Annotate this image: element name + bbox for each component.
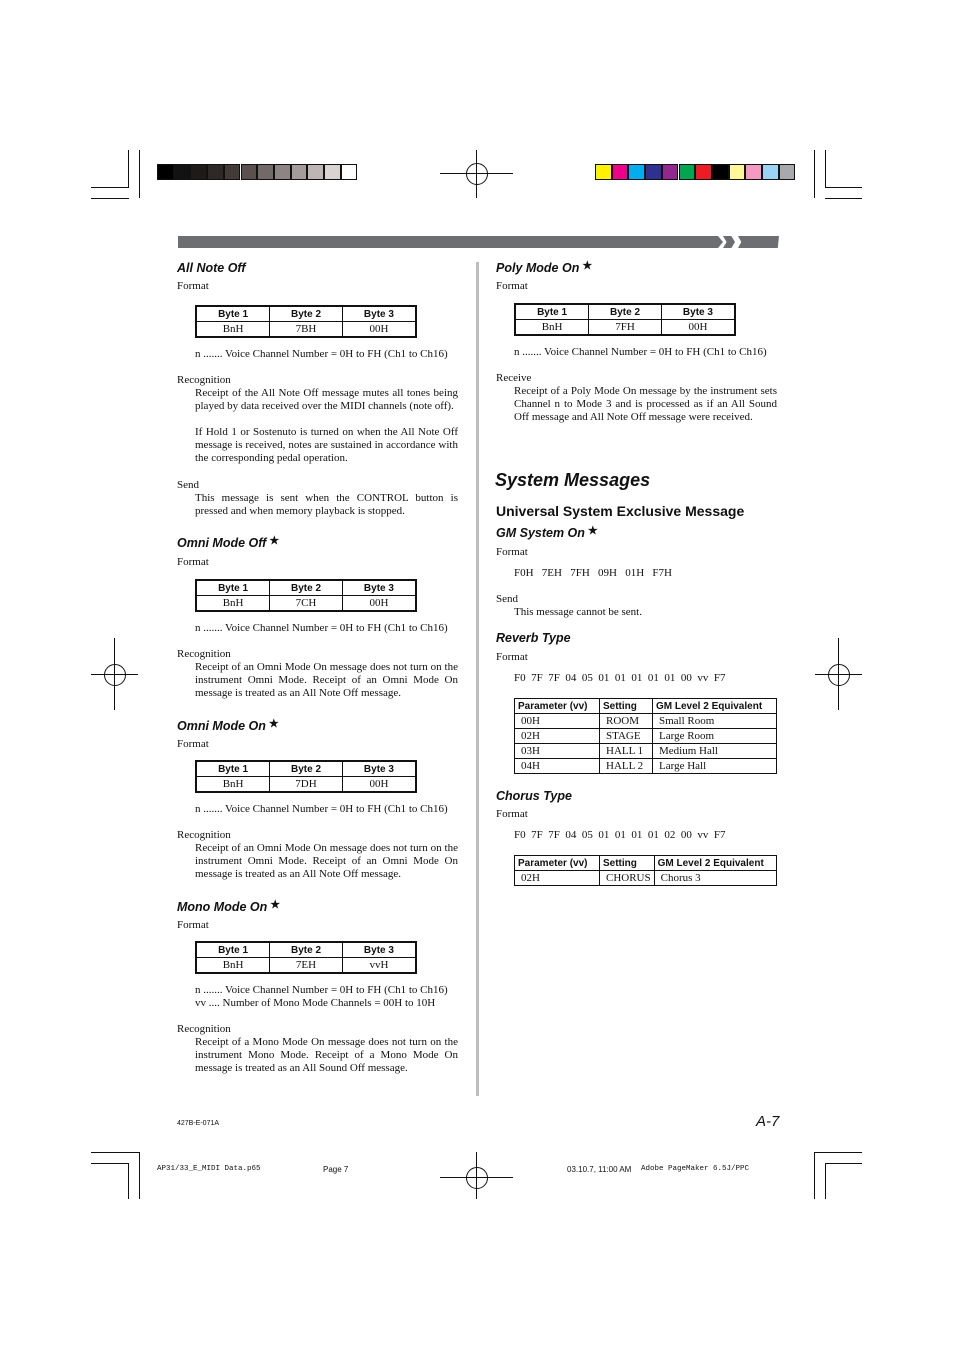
color-swatch xyxy=(190,164,207,180)
color-swatch xyxy=(712,164,729,180)
recognition-text: Receipt of the All Note Off message mutes all tones being played by data received over the MIDI channels (note off). xyxy=(195,387,458,413)
send-label: Send xyxy=(496,593,518,605)
byte2-header: Byte 2 xyxy=(270,761,343,777)
color-swatch xyxy=(729,164,746,180)
vv-description: vv .... Number of Mono Mode Channels = 00H to 10H xyxy=(195,997,436,1009)
byte2-value: 7BH xyxy=(270,322,343,338)
format-label: Format xyxy=(496,546,528,558)
table-row xyxy=(515,744,777,759)
gm2-header: GM Level 2 Equivalent xyxy=(653,699,777,714)
byte2-value: 7DH xyxy=(270,777,343,793)
format-label: Format xyxy=(496,808,528,820)
setting-cell: HALL 1 xyxy=(600,744,653,759)
byte1-header: Byte 1 xyxy=(515,304,589,320)
color-swatch xyxy=(779,164,796,180)
byte2-value: 7CH xyxy=(270,596,343,612)
gm2-cell: Large Room xyxy=(653,729,777,744)
parameter-cell: 00H xyxy=(515,714,600,729)
format-label: Format xyxy=(177,738,209,750)
color-swatch xyxy=(324,164,341,180)
section-title: Poly Mode On ★ xyxy=(496,260,593,275)
format-label: Format xyxy=(177,919,209,931)
byte3-value: 00H xyxy=(661,320,735,336)
receive-text: Receipt of a Poly Mode On message by the instrument sets Channel n to Mode 3 and is processed as if an All Sound Off message and All Note Off message were received. xyxy=(514,385,777,424)
byte1-value: BnH xyxy=(196,322,270,338)
byte1-value: BnH xyxy=(196,596,270,612)
format-label: Format xyxy=(177,556,209,568)
byte-table xyxy=(195,941,417,974)
byte3-value: 00H xyxy=(342,322,416,338)
system-messages-heading: System Messages xyxy=(495,470,651,490)
n-description: n ....... Voice Channel Number = 0H to FH (Ch1 to Ch16) xyxy=(195,984,448,996)
star-icon: ★ xyxy=(587,525,598,537)
byte-table xyxy=(195,760,417,793)
byte3-header: Byte 3 xyxy=(342,761,416,777)
color-swatch xyxy=(157,164,174,180)
byte2-header: Byte 2 xyxy=(270,942,343,958)
parameter-cell: 03H xyxy=(515,744,600,759)
message-bytes: F0 7F 7F 04 05 01 01 01 01 01 00 vv F7 xyxy=(514,672,726,684)
section-title: Omni Mode Off ★ xyxy=(177,535,280,550)
byte2-header: Byte 2 xyxy=(589,304,662,320)
byte3-header: Byte 3 xyxy=(342,306,416,322)
format-label: Format xyxy=(496,280,528,292)
byte1-header: Byte 1 xyxy=(196,580,270,596)
section-title: Omni Mode On ★ xyxy=(177,718,279,733)
recognition-label: Recognition xyxy=(177,1023,231,1035)
setting-cell: CHORUS xyxy=(600,871,655,886)
recognition-label: Recognition xyxy=(177,374,231,386)
send-text: This message cannot be sent. xyxy=(514,606,642,618)
byte1-value: BnH xyxy=(515,320,589,336)
gm2-cell: Medium Hall xyxy=(653,744,777,759)
setting-cell: HALL 2 xyxy=(600,759,653,774)
section-title: Chorus Type xyxy=(496,789,572,803)
color-swatch xyxy=(241,164,258,180)
color-swatch xyxy=(695,164,712,180)
slug-page: Page 7 xyxy=(323,1165,349,1174)
section-title: All Note Off xyxy=(177,261,246,275)
color-swatch xyxy=(612,164,629,180)
byte-table xyxy=(195,579,417,612)
column-divider xyxy=(476,262,479,1096)
byte3-value: 00H xyxy=(342,777,416,793)
parameter-cell: 04H xyxy=(515,759,600,774)
byte3-header: Byte 3 xyxy=(342,580,416,596)
n-description: n ....... Voice Channel Number = 0H to FH (Ch1 to Ch16) xyxy=(195,348,448,360)
setting-header: Setting xyxy=(600,856,655,871)
message-bytes: F0 7F 7F 04 05 01 01 01 01 02 00 vv F7 xyxy=(514,829,726,841)
message-bytes: F0H 7EH 7FH 09H 01H F7H xyxy=(514,567,672,579)
color-swatch xyxy=(341,164,358,180)
send-label: Send xyxy=(177,479,199,491)
byte1-header: Byte 1 xyxy=(196,761,270,777)
reverb-table xyxy=(514,698,777,774)
gm2-header: GM Level 2 Equivalent xyxy=(654,856,776,871)
color-swatch xyxy=(207,164,224,180)
slug-date: 03.10.7, 11:00 AM xyxy=(567,1165,632,1174)
byte3-value: vvH xyxy=(342,958,416,974)
recognition-label: Recognition xyxy=(177,648,231,660)
section-title: Reverb Type xyxy=(496,631,571,645)
color-swatch xyxy=(274,164,291,180)
color-swatch xyxy=(762,164,779,180)
table-row xyxy=(515,729,777,744)
n-description: n ....... Voice Channel Number = 0H to FH (Ch1 to Ch16) xyxy=(195,803,448,815)
color-swatch xyxy=(745,164,762,180)
color-swatch xyxy=(307,164,324,180)
byte3-header: Byte 3 xyxy=(342,942,416,958)
byte-table xyxy=(514,303,736,336)
recognition-text: Receipt of an Omni Mode On message does not turn on the instrument Omni Mode. Receipt of an Omni Mode On message is treated as an All Note Off message. xyxy=(195,842,458,881)
byte2-value: 7FH xyxy=(589,320,662,336)
slug-app: Adobe PageMaker 6.5J/PPC xyxy=(641,1165,750,1173)
byte1-header: Byte 1 xyxy=(196,306,270,322)
parameter-cell: 02H xyxy=(515,871,600,886)
section-title: Mono Mode On ★ xyxy=(177,899,281,914)
page-number: A-7 xyxy=(756,1113,780,1130)
color-swatch xyxy=(291,164,308,180)
parameter-header: Parameter (vv) xyxy=(515,856,600,871)
recognition-label: Recognition xyxy=(177,829,231,841)
star-icon: ★ xyxy=(268,718,279,730)
color-swatch xyxy=(645,164,662,180)
byte1-value: BnH xyxy=(196,958,270,974)
byte2-header: Byte 2 xyxy=(270,306,343,322)
recognition-text-hold: If Hold 1 or Sostenuto is turned on when the All Note Off message is received, notes are sustained in accordance with the corresponding pedal operation. xyxy=(195,426,458,465)
recognition-text: Receipt of an Omni Mode On message does not turn on the instrument Omni Mode. Receipt of an Omni Mode On message is treated as an All Note Off message. xyxy=(195,661,458,700)
table-row xyxy=(515,714,777,729)
color-swatch xyxy=(595,164,612,180)
byte3-value: 00H xyxy=(342,596,416,612)
doc-code: 427B-E-071A xyxy=(177,1120,220,1127)
recognition-text: Receipt of a Mono Mode On message does not turn on the instrument Mono Mode. Receipt of a Mono Mode On message is treated as an All Sound Off message. xyxy=(195,1036,458,1075)
chorus-table xyxy=(514,855,777,886)
setting-header: Setting xyxy=(600,699,653,714)
byte1-header: Byte 1 xyxy=(196,942,270,958)
byte2-value: 7EH xyxy=(270,958,343,974)
receive-label: Receive xyxy=(496,372,532,384)
setting-cell: STAGE xyxy=(600,729,653,744)
format-label: Format xyxy=(177,280,209,292)
send-text: This message is sent when the CONTROL button is pressed and when memory playback is stopped. xyxy=(195,492,458,518)
color-swatch xyxy=(628,164,645,180)
universal-sysex-heading: Universal System Exclusive Message xyxy=(496,503,745,519)
setting-cell: ROOM xyxy=(600,714,653,729)
section-title: GM System On ★ xyxy=(496,525,598,540)
gm2-cell: Large Hall xyxy=(653,759,777,774)
gm2-cell: Chorus 3 xyxy=(654,871,776,886)
table-row xyxy=(515,759,777,774)
gm2-cell: Small Room xyxy=(653,714,777,729)
star-icon: ★ xyxy=(269,535,280,547)
byte3-header: Byte 3 xyxy=(661,304,735,320)
n-description: n ....... Voice Channel Number = 0H to FH (Ch1 to Ch16) xyxy=(195,622,448,634)
star-icon: ★ xyxy=(582,260,593,272)
color-swatch xyxy=(224,164,241,180)
table-row xyxy=(515,871,777,886)
color-swatch xyxy=(174,164,191,180)
byte1-value: BnH xyxy=(196,777,270,793)
color-swatch xyxy=(679,164,696,180)
parameter-cell: 02H xyxy=(515,729,600,744)
color-swatch xyxy=(257,164,274,180)
star-icon: ★ xyxy=(270,899,281,911)
color-swatch xyxy=(662,164,679,180)
file-name: AP31/33_E_MIDI Data.p65 xyxy=(157,1165,261,1173)
parameter-header: Parameter (vv) xyxy=(515,699,600,714)
format-label: Format xyxy=(496,651,528,663)
byte2-header: Byte 2 xyxy=(270,580,343,596)
n-description: n ....... Voice Channel Number = 0H to FH (Ch1 to Ch16) xyxy=(514,346,767,358)
byte-table xyxy=(195,305,417,338)
